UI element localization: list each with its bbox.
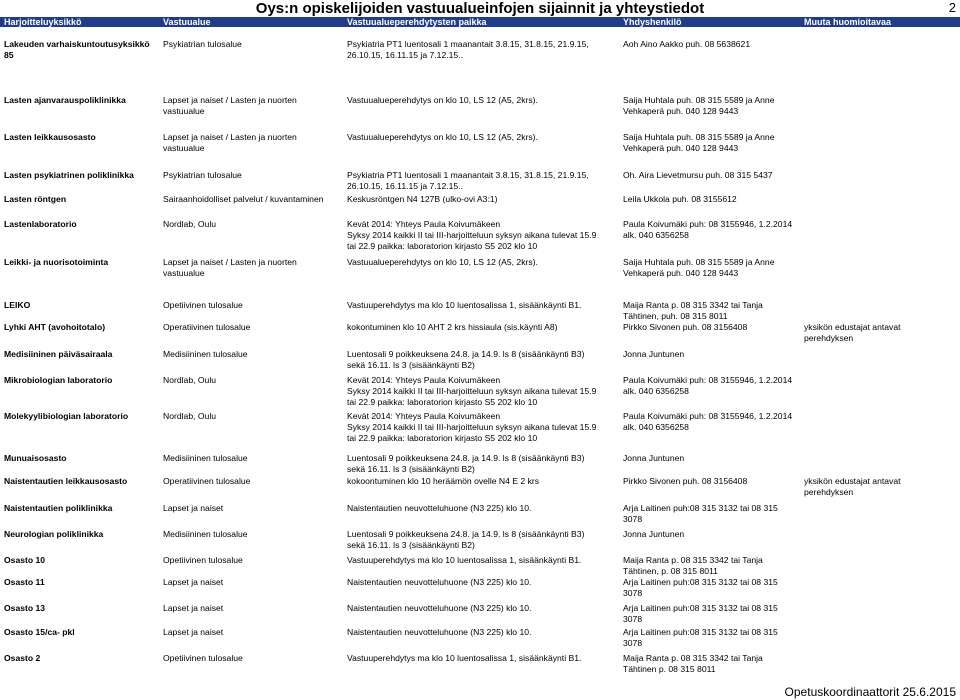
- cell-place: [347, 529, 584, 551]
- cell-contact-line: Maija Ranta p. 08 315 3342 tai Tanja: [623, 555, 763, 565]
- cell-unit: [4, 603, 45, 614]
- cell-place: [347, 300, 581, 311]
- cell-unit: [4, 170, 134, 181]
- cell-contact-line: Leila Ukkola puh. 08 3155612: [623, 194, 737, 204]
- cell-area: [163, 300, 243, 311]
- cell-contact: [623, 555, 763, 577]
- cell-unit-line: Osasto 13: [4, 603, 46, 613]
- cell-place-line: sekä 16.11. ls 3 (sisäänkäynti B2): [347, 540, 475, 550]
- cell-area-line: Lapset ja naiset: [163, 603, 224, 613]
- cell-area-line: Lapset ja naiset / Lasten ja nuorten: [163, 257, 297, 267]
- cell-contact-line: alk. 040 6356258: [623, 230, 689, 240]
- cell-area-line: Nordlab, Oulu: [163, 375, 217, 385]
- cell-unit-line: Osasto 10: [4, 555, 46, 565]
- cell-unit-line: Leikki- ja nuorisotoiminta: [4, 257, 109, 267]
- cell-contact-line: alk. 040 6356258: [623, 386, 689, 396]
- cell-place: [347, 257, 538, 268]
- cell-unit: [4, 300, 30, 311]
- cell-place-line: Syksy 2014 kaikki II tai III-harjoitteluun syksyn aikana tulevat 15.9: [347, 386, 597, 396]
- cell-place-line: Naistentautien neuvotteluhuone (N3 225) klo 10.: [347, 627, 532, 637]
- cell-area-line: Lapset ja naiset: [163, 627, 224, 637]
- cell-place-line: Vastuuperehdytys ma klo 10 luentosalissa 1, sisäänkäynti B1.: [347, 653, 582, 663]
- cell-unit: [4, 132, 96, 143]
- cell-unit-line: Osasto 15/ca- pkl: [4, 627, 75, 637]
- cell-contact: [623, 375, 792, 397]
- cell-contact: [623, 503, 778, 525]
- cell-contact: [623, 300, 763, 322]
- cell-contact: [623, 95, 774, 117]
- cell-contact-line: Arja Laitinen puh:08 315 3132 tai 08 315: [623, 603, 778, 613]
- cell-area: [163, 503, 223, 514]
- cell-contact: [623, 194, 737, 205]
- cell-contact-line: Jonna Juntunen: [623, 349, 685, 359]
- cell-contact-line: Arja Laitinen puh:08 315 3132 tai 08 315: [623, 577, 778, 587]
- cell-note-line: yksikön edustajat antavat: [804, 476, 901, 486]
- cell-place-line: Luentosali 9 poikkeuksena 24.8. ja 14.9. ls 8 (sisäänkäynti B3): [347, 529, 585, 539]
- cell-contact-line: Oh. Aira Lievetmursu puh. 08 315 5437: [623, 170, 773, 180]
- cell-contact: [623, 653, 763, 675]
- cell-unit-line: Lasten leikkausosasto: [4, 132, 96, 142]
- cell-contact: [623, 577, 778, 599]
- cell-contact: [623, 349, 684, 360]
- cell-contact-line: Arja Laitinen puh:08 315 3132 tai 08 315: [623, 503, 778, 513]
- cell-area-line: Lapset ja naiset: [163, 577, 224, 587]
- cell-contact: [623, 411, 792, 433]
- cell-unit-line: Mikrobiologian laboratorio: [4, 375, 113, 385]
- cell-area-line: Lapset ja naiset: [163, 503, 224, 513]
- cell-area-line: Lapset ja naiset / Lasten ja nuorten: [163, 132, 297, 142]
- cell-contact-line: Maija Ranta p. 08 315 3342 tai Tanja: [623, 653, 763, 663]
- cell-contact-line: Saija Huhtala puh. 08 315 5589 ja Anne: [623, 95, 775, 105]
- cell-unit: [4, 257, 108, 268]
- cell-area-line: Medisiininen tulosalue: [163, 529, 248, 539]
- footer-text: Opetuskoordinaattorit 25.6.2015: [784, 685, 956, 699]
- cell-place-line: Syksy 2014 kaikki II tai III-harjoitteluun syksyn aikana tulevat 15.9: [347, 230, 597, 240]
- cell-area-line: Nordlab, Oulu: [163, 411, 217, 421]
- cell-contact: [623, 603, 778, 625]
- cell-unit-line: Lasten psykiatrinen poliklinikka: [4, 170, 134, 180]
- cell-unit: [4, 476, 127, 487]
- cell-contact-line: Vehkaperä puh. 040 128 9443: [623, 106, 739, 116]
- header-contact: Yhdyshenkilö: [623, 17, 682, 27]
- cell-note-line: perehdyksen: [804, 487, 854, 497]
- cell-contact-line: Maija Ranta p. 08 315 3342 tai Tanja: [623, 300, 763, 310]
- cell-area: [163, 322, 250, 333]
- cell-place-line: 26.10.15, 16.11.15 ja 7.12.15..: [347, 181, 463, 191]
- cell-contact: [623, 132, 774, 154]
- cell-place-line: tai 22.9 paikka: laboratorion kirjasto S5 202 klo 10: [347, 397, 538, 407]
- cell-place-line: Vastuualueperehdytys on klo 10, LS 12 (A5, 2krs).: [347, 257, 538, 267]
- cell-contact-line: 3078: [623, 638, 643, 648]
- cell-unit: [4, 627, 75, 638]
- cell-place-line: sekä 16.11. ls 3 (sisäänkäynti B2): [347, 360, 475, 370]
- cell-area: [163, 577, 223, 588]
- cell-place-line: Keskusröntgen N4 127B (ulko-ovi A3:1): [347, 194, 498, 204]
- cell-area-line: Opetiivinen tulosalue: [163, 555, 243, 565]
- cell-place-line: Kevät 2014: Yhteys Paula Koivumäkeen: [347, 219, 501, 229]
- cell-area-line: Lapset ja naiset / Lasten ja nuorten: [163, 95, 297, 105]
- cell-contact-line: Paula Koivumäki puh: 08 3155946, 1.2.2014: [623, 375, 793, 385]
- cell-contact-line: Paula Koivumäki puh: 08 3155946, 1.2.2014: [623, 411, 793, 421]
- cell-place-line: Naistentautien neuvotteluhuone (N3 225) klo 10.: [347, 603, 532, 613]
- cell-unit-line: Lakeuden varhaiskuntoutusyksikkö: [4, 39, 150, 49]
- cell-place: [347, 476, 539, 487]
- cell-area-line: Psykiatrian tulosalue: [163, 170, 242, 180]
- cell-place-line: Kevät 2014: Yhteys Paula Koivumäkeen: [347, 375, 501, 385]
- cell-unit-line: LEIKO: [4, 300, 31, 310]
- cell-place: [347, 170, 589, 192]
- cell-place: [347, 219, 596, 252]
- cell-unit-line: Lyhki AHT (avohoitotalo): [4, 322, 106, 332]
- cell-area: [163, 132, 297, 154]
- cell-place-line: Psykiatria PT1 luentosali 1 maanantait 3.8.15, 31.8.15, 21.9.15,: [347, 39, 589, 49]
- cell-unit: [4, 503, 112, 514]
- cell-place: [347, 453, 584, 475]
- cell-area-line: Sairaanhoidolliset palvelut / kuvantaminen: [163, 194, 324, 204]
- cell-unit: [4, 453, 67, 464]
- cell-contact: [623, 257, 774, 279]
- cell-place-line: Naistentautien neuvotteluhuone (N3 225) klo 10.: [347, 577, 532, 587]
- cell-note-line: yksikön edustajat antavat: [804, 322, 901, 332]
- cell-place: [347, 375, 596, 408]
- cell-contact-line: Saija Huhtala puh. 08 315 5589 ja Anne: [623, 132, 775, 142]
- cell-contact: [623, 219, 792, 241]
- cell-unit-line: Lasten röntgen: [4, 194, 67, 204]
- cell-unit: [4, 375, 112, 386]
- cell-contact: [623, 39, 750, 50]
- cell-place-line: kokoontuminen klo 10 heräämön ovelle N4 E 2 krs: [347, 476, 540, 486]
- header-unit: Harjoitteluyksikkö: [4, 17, 82, 27]
- cell-area: [163, 411, 216, 422]
- cell-note-line: perehdyksen: [804, 333, 854, 343]
- cell-unit-line: Naistentautien poliklinikka: [4, 503, 113, 513]
- cell-place: [347, 194, 497, 205]
- cell-place: [347, 577, 531, 588]
- cell-unit-line: Munuaisosasto: [4, 453, 67, 463]
- cell-contact: [623, 453, 684, 464]
- cell-area-line: Operatiivinen tulosalue: [163, 322, 251, 332]
- cell-area: [163, 603, 223, 614]
- cell-unit-line: 85: [4, 50, 14, 60]
- cell-unit: [4, 577, 45, 588]
- cell-contact: [623, 476, 747, 487]
- cell-area: [163, 219, 216, 230]
- cell-contact-line: Jonna Juntunen: [623, 453, 685, 463]
- cell-area-line: vastuualue: [163, 106, 205, 116]
- cell-contact-line: Vehkaperä puh. 040 128 9443: [623, 268, 739, 278]
- cell-area: [163, 170, 242, 181]
- cell-place-line: Luentosali 9 poikkeuksena 24.8. ja 14.9. ls 8 (sisäänkäynti B3): [347, 349, 585, 359]
- cell-place: [347, 322, 557, 333]
- cell-contact-line: Vehkaperä puh. 040 128 9443: [623, 143, 739, 153]
- cell-contact-line: Paula Koivumäki puh: 08 3155946, 1.2.2014: [623, 219, 793, 229]
- header-note: Muuta huomioitavaa: [804, 17, 892, 27]
- cell-contact-line: 3078: [623, 614, 643, 624]
- cell-contact-line: 3078: [623, 514, 643, 524]
- cell-unit-line: Lasten ajanvarauspoliklinikka: [4, 95, 126, 105]
- cell-place-line: sekä 16.11. ls 3 (sisäänkäynti B2): [347, 464, 475, 474]
- cell-area: [163, 476, 250, 487]
- cell-area: [163, 529, 248, 540]
- cell-area-line: Operatiivinen tulosalue: [163, 476, 251, 486]
- cell-area: [163, 349, 248, 360]
- cell-place-line: kokontuminen klo 10 AHT 2 krs hissiaula (sis.käynti A8): [347, 322, 558, 332]
- cell-unit: [4, 194, 66, 205]
- cell-place-line: Syksy 2014 kaikki II tai III-harjoitteluun syksyn aikana tulevat 15.9: [347, 422, 597, 432]
- cell-place-line: Vastuuperehdytys ma klo 10 luentosalissa 1, sisäänkäynti B1.: [347, 555, 582, 565]
- cell-contact: [623, 322, 747, 333]
- cell-area: [163, 194, 324, 205]
- cell-unit-line: Osasto 11: [4, 577, 45, 587]
- cell-contact-line: Tähtinen, puh. 08 315 8011: [623, 311, 728, 321]
- cell-place: [347, 603, 531, 614]
- cell-place-line: Luentosali 9 poikkeuksena 24.8. ja 14.9. ls 8 (sisäänkäynti B3): [347, 453, 585, 463]
- cell-unit: [4, 219, 77, 230]
- page-number: 2: [948, 0, 956, 15]
- cell-area: [163, 257, 297, 279]
- cell-contact-line: Tähtinen p. 08 315 8011: [623, 664, 716, 674]
- cell-unit: [4, 411, 128, 422]
- cell-note: [804, 476, 901, 498]
- cell-contact-line: Jonna Juntunen: [623, 529, 685, 539]
- cell-place-line: Psykiatria PT1 luentosali 1 maanantait 3.8.15, 31.8.15, 21.9.15,: [347, 170, 589, 180]
- cell-area-line: vastuualue: [163, 268, 205, 278]
- cell-area: [163, 555, 243, 566]
- cell-unit-line: Neurologian poliklinikka: [4, 529, 104, 539]
- cell-place: [347, 411, 596, 444]
- cell-unit-line: Medisiininen päiväsairaala: [4, 349, 113, 359]
- cell-place: [347, 555, 581, 566]
- cell-place-line: tai 22.9 paikka: laboratorion kirjasto S5 202 klo 10: [347, 241, 538, 251]
- cell-contact: [623, 170, 773, 181]
- cell-area-line: Nordlab, Oulu: [163, 219, 217, 229]
- cell-contact-line: Pirkko Sivonen puh. 08 3156408: [623, 476, 748, 486]
- cell-area-line: Medisiininen tulosalue: [163, 453, 248, 463]
- cell-note: [804, 322, 901, 344]
- cell-area-line: Psykiatrian tulosalue: [163, 39, 242, 49]
- cell-unit-line: Osasto 2: [4, 653, 41, 663]
- cell-place: [347, 627, 531, 638]
- cell-unit-line: Lastenlaboratorio: [4, 219, 77, 229]
- cell-area-line: Opetiivinen tulosalue: [163, 653, 243, 663]
- cell-unit-line: Naistentautien leikkausosasto: [4, 476, 128, 486]
- cell-unit: [4, 555, 45, 566]
- cell-contact-line: 3078: [623, 588, 643, 598]
- cell-place-line: Vastuualueperehdytys on klo 10, LS 12 (A5, 2krs).: [347, 95, 538, 105]
- cell-contact-line: Tähtinen, p. 08 315 8011: [623, 566, 718, 576]
- cell-place: [347, 95, 538, 106]
- cell-contact-line: Pirkko Sivonen puh. 08 3156408: [623, 322, 748, 332]
- cell-area: [163, 627, 223, 638]
- cell-contact: [623, 627, 778, 649]
- cell-place-line: tai 22.9 paikka: laboratorion kirjasto S5 202 klo 10: [347, 433, 538, 443]
- cell-place: [347, 39, 589, 61]
- cell-unit-line: Molekyylibiologian laboratorio: [4, 411, 129, 421]
- cell-area: [163, 39, 242, 50]
- table-header: [0, 17, 960, 27]
- cell-unit: [4, 39, 150, 61]
- cell-place: [347, 132, 538, 143]
- cell-area: [163, 453, 248, 464]
- cell-unit: [4, 529, 103, 540]
- cell-contact-line: Aoh Aino Aakko puh. 08 5638621: [623, 39, 751, 49]
- cell-area: [163, 375, 216, 386]
- cell-contact-line: Arja Laitinen puh:08 315 3132 tai 08 315: [623, 627, 778, 637]
- header-place: Vastuualueperehdytysten paikka: [347, 17, 487, 27]
- cell-place: [347, 349, 584, 371]
- cell-place: [347, 653, 581, 664]
- cell-place-line: Naistentautien neuvotteluhuone (N3 225) klo 10.: [347, 503, 532, 513]
- cell-place: [347, 503, 531, 514]
- header-area: Vastuualue: [163, 17, 211, 27]
- cell-unit: [4, 322, 105, 333]
- cell-area-line: vastuualue: [163, 143, 205, 153]
- cell-area-line: Medisiininen tulosalue: [163, 349, 248, 359]
- cell-contact-line: alk. 040 6356258: [623, 422, 689, 432]
- cell-place-line: Kevät 2014: Yhteys Paula Koivumäkeen: [347, 411, 501, 421]
- cell-place-line: 26.10.15, 16.11.15 ja 7.12.15..: [347, 50, 463, 60]
- cell-contact-line: Saija Huhtala puh. 08 315 5589 ja Anne: [623, 257, 775, 267]
- cell-area: [163, 95, 297, 117]
- page-title: Oys:n opiskelijoiden vastuualueinfojen sijainnit ja yhteystiedot: [255, 0, 705, 17]
- cell-unit: [4, 349, 112, 360]
- cell-area-line: Opetiivinen tulosalue: [163, 300, 243, 310]
- cell-unit: [4, 653, 40, 664]
- cell-place-line: Vastuualueperehdytys on klo 10, LS 12 (A5, 2krs).: [347, 132, 538, 142]
- cell-contact: [623, 529, 684, 540]
- cell-place-line: Vastuuperehdytys ma klo 10 luentosalissa 1, sisäänkäynti B1.: [347, 300, 582, 310]
- cell-unit: [4, 95, 126, 106]
- cell-area: [163, 653, 243, 664]
